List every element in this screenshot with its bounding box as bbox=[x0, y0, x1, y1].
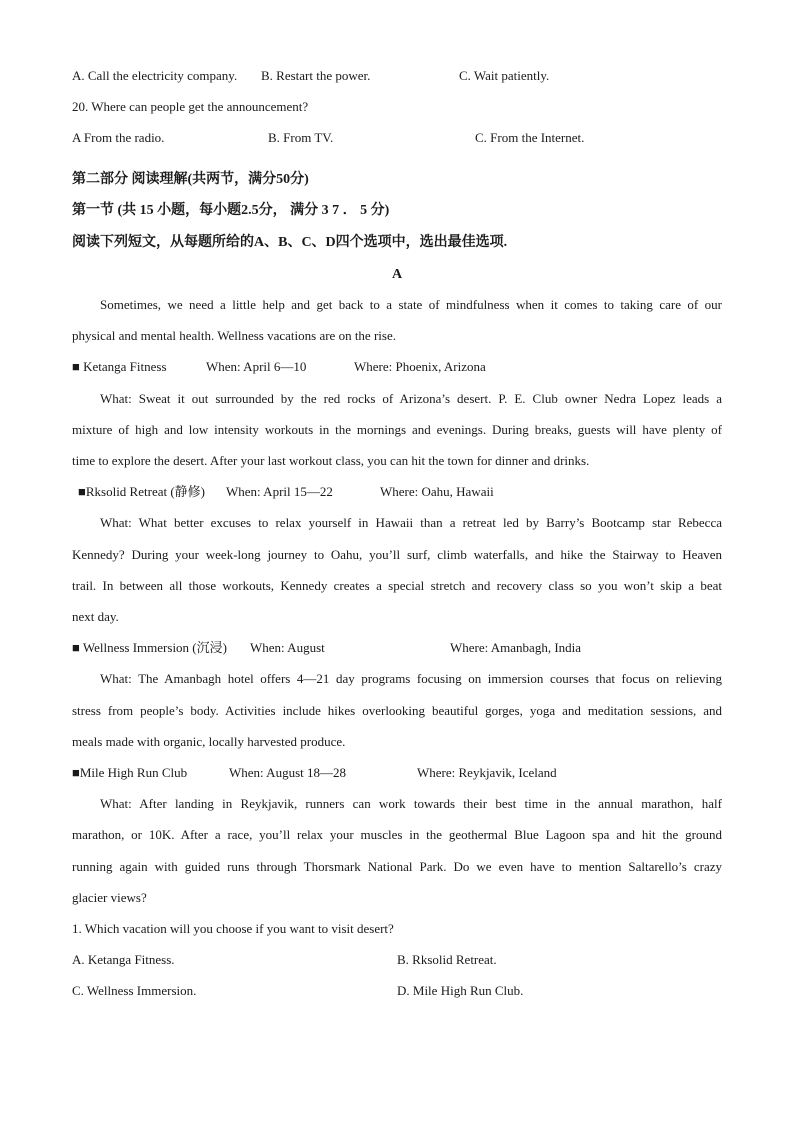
q19-option-a: A. Call the electricity company. bbox=[72, 68, 238, 83]
item-text-line: What: What better excuses to relax yourself in Hawaii than a retreat led by Barry’s Bootcamp star Rebecca bbox=[100, 515, 722, 530]
q20-option-c: C. From the Internet. bbox=[475, 130, 585, 145]
question-1-option-d: D. Mile High Run Club. bbox=[397, 983, 524, 998]
item-heading: ■ Ketanga Fitness bbox=[72, 359, 167, 374]
q19-option-c: C. Wait patiently. bbox=[459, 68, 550, 83]
passage-label: A bbox=[391, 267, 403, 282]
item-text-line: stress from people’s body. Activities include hikes overlooking beautiful gorges, yoga and meditation sessions, and bbox=[72, 703, 722, 718]
item-heading: ■Mile High Run Club bbox=[72, 765, 188, 780]
item-text-line: glacier views? bbox=[72, 890, 147, 905]
intro-line-2: physical and mental health. Wellness vacations are on the rise. bbox=[72, 328, 396, 343]
item-heading: ■Rksolid Retreat (静修) bbox=[78, 484, 205, 499]
item-when: When: August bbox=[250, 640, 325, 655]
section-title: 第一节 (共 15 小题，每小题2.5分， 满分 3 7 ． 5 分) bbox=[72, 203, 390, 218]
item-text-line: next day. bbox=[72, 609, 119, 624]
item-when: When: April 15—22 bbox=[226, 484, 333, 499]
item-text-line: marathon, or 10K. After a race, you’ll relax your muscles in the geothermal Blue Lagoon spa and hit the ground bbox=[72, 827, 722, 842]
item-text-line: What: After landing in Reykjavik, runners can work towards their best time in the annual marathon, half bbox=[100, 796, 722, 811]
item-text-line: What: The Amanbagh hotel offers 4—21 day programs focusing on immersion courses that focus on relieving bbox=[100, 671, 722, 686]
question-1-option-b: B. Rksolid Retreat. bbox=[397, 952, 497, 967]
item-text-line: Kennedy? During your week-long journey to Oahu, you’ll surf, climb waterfalls, and hike the Stairway to Heaven bbox=[72, 547, 722, 562]
q20-option-b: B. From TV. bbox=[268, 130, 334, 145]
item-text-line: running again with guided runs through Thorsmark National Park. Do we even have to mention Saltarello’s crazy bbox=[72, 859, 722, 874]
question-1-option-c: C. Wellness Immersion. bbox=[72, 983, 197, 998]
item-where: Where: Amanbagh, India bbox=[450, 640, 582, 655]
item-text-line: What: Sweat it out surrounded by the red rocks of Arizona’s desert. P. E. Club owner Nedra Lopez leads a bbox=[100, 391, 722, 406]
item-heading: ■ Wellness Immersion (沉浸) bbox=[72, 640, 227, 655]
q19-option-b: B. Restart the power. bbox=[261, 68, 371, 83]
intro-line-1: Sometimes, we need a little help and get back to a state of mindfulness when it comes to taking care of our bbox=[100, 297, 722, 312]
item-where: Where: Oahu, Hawaii bbox=[380, 484, 494, 499]
item-text-line: time to explore the desert. After your last workout class, you can hit the town for dinner and drinks. bbox=[72, 453, 590, 468]
item-where: Where: Phoenix, Arizona bbox=[354, 359, 486, 374]
question-1-stem: 1. Which vacation will you choose if you want to visit desert? bbox=[72, 921, 394, 936]
item-when: When: April 6—10 bbox=[206, 359, 307, 374]
q20-option-a: A From the radio. bbox=[72, 130, 165, 145]
question-1-option-a: A. Ketanga Fitness. bbox=[72, 952, 175, 967]
item-where: Where: Reykjavik, Iceland bbox=[417, 765, 557, 780]
item-text-line: mixture of high and low intensity workouts in the mornings and evenings. During breaks, guests will have plenty of bbox=[72, 422, 722, 437]
item-when: When: August 18—28 bbox=[229, 765, 346, 780]
q20-question: 20. Where can people get the announcement? bbox=[72, 99, 309, 114]
item-text-line: trail. In between all those workouts, Kennedy creates a special stretch and recovery class so you won’t skip a beat bbox=[72, 578, 722, 593]
item-text-line: meals made with organic, locally harvested produce. bbox=[72, 734, 346, 749]
part-title: 第二部分 阅读理解(共两节，满分50分) bbox=[72, 172, 309, 187]
instructions: 阅读下列短文，从每题所给的A、B、C、D四个选项中，选出最佳选项. bbox=[72, 235, 508, 250]
